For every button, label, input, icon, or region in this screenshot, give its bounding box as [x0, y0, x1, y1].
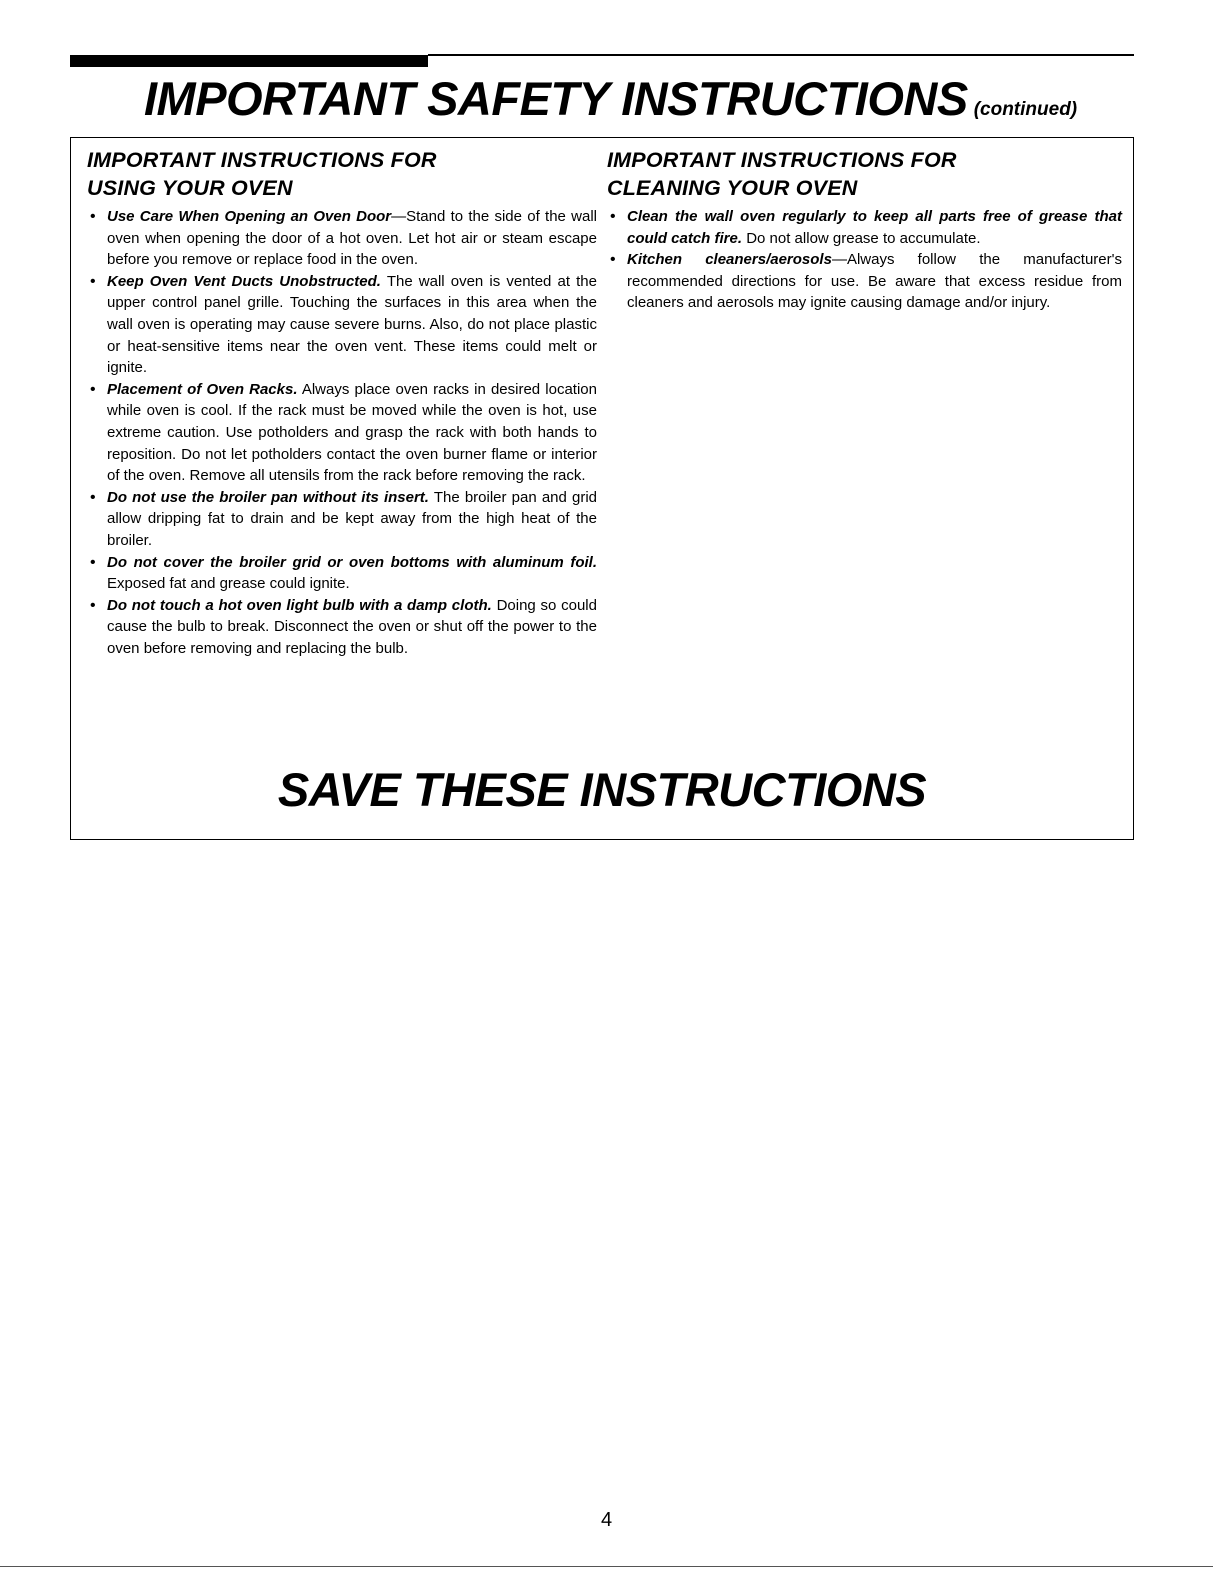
item-lead: Do not use the broiler pan without its insert.: [107, 488, 429, 506]
item-text: The wall oven is vented at the upper control panel grille. Touching the surfaces in this area when the wall oven is operating may cause severe burns. Also, do not place plastic or heat-sensitive items near the oven vent. These items could melt or ignite.: [107, 272, 597, 377]
using-oven-heading-line1: IMPORTANT INSTRUCTIONS FOR: [87, 148, 437, 172]
item-text: The broiler pan and grid allow dripping fat to drain and be kept away from the high heat of the broiler.: [107, 488, 597, 549]
continued-label: (continued): [973, 99, 1078, 120]
cleaning-oven-list: [607, 206, 1122, 314]
using-oven-section: [87, 146, 597, 659]
page-title-text: IMPORTANT SAFETY INSTRUCTIONS: [144, 72, 968, 125]
item-lead: Kitchen cleaners/aerosols: [627, 251, 832, 269]
cleaning-oven-section: [607, 146, 1122, 314]
list-item: [607, 249, 1122, 314]
header-rule-thick: [70, 55, 428, 67]
header-rule-thin: [428, 54, 1134, 56]
bottom-rule: [0, 1566, 1213, 1567]
item-text: Doing so could cause the bulb to break. Disconnect the oven or shut off the power to the oven before removing and replacing the bulb.: [107, 596, 597, 657]
item-text: —Always follow the manufacturer's recommended directions for use. Be aware that excess residue from cleaners and aerosols may ignite causing damage and/or injury.: [627, 251, 1122, 312]
item-lead: Do not cover the broiler grid or oven bottoms with aluminum foil.: [107, 553, 597, 571]
page-number: 4: [600, 1509, 613, 1531]
using-oven-list: [87, 206, 597, 659]
item-lead: Use Care When Opening an Oven Door: [107, 208, 392, 225]
item-text: Always place oven racks in desired location while oven is cool. If the rack must be moved while the oven is hot, use extreme caution. Use potholders and grasp the rack with both hands to reposition. Do not let potholders contact the oven burner flame or interior of the oven. Remove all utensils from the rack before removing the rack.: [107, 380, 597, 485]
list-item: [87, 379, 597, 487]
list-item: [87, 206, 597, 271]
item-text: —Stand to the side of the wall oven when opening the door of a hot oven. Let hot air or steam escape before you remove or replace food in the oven.: [107, 208, 597, 269]
cleaning-oven-heading: [607, 146, 1122, 202]
item-lead: Do not touch a hot oven light bulb with a damp cloth.: [107, 596, 492, 614]
cleaning-oven-heading-line1: IMPORTANT INSTRUCTIONS FOR: [607, 148, 957, 172]
save-instructions-banner: SAVE THESE INSTRUCTIONS: [277, 763, 927, 816]
instructions-box: [70, 137, 1134, 840]
list-item: [607, 206, 1122, 249]
list-item: [87, 552, 597, 595]
list-item: [87, 595, 597, 660]
item-text: Do not allow grease to accumulate.: [742, 229, 981, 247]
using-oven-heading: [87, 146, 597, 202]
item-lead: Clean the wall oven regularly to keep all parts free of grease that could catch fire.: [627, 208, 1122, 247]
item-lead: Keep Oven Vent Ducts Unobstructed.: [107, 272, 381, 290]
list-item: [87, 487, 597, 552]
list-item: [87, 271, 597, 379]
cleaning-oven-heading-line2: CLEANING YOUR OVEN: [607, 176, 858, 200]
page-title: [144, 70, 1077, 139]
item-lead: Placement of Oven Racks.: [107, 380, 298, 398]
using-oven-heading-line2: USING YOUR OVEN: [87, 176, 293, 200]
item-text: Exposed fat and grease could ignite.: [107, 575, 350, 593]
